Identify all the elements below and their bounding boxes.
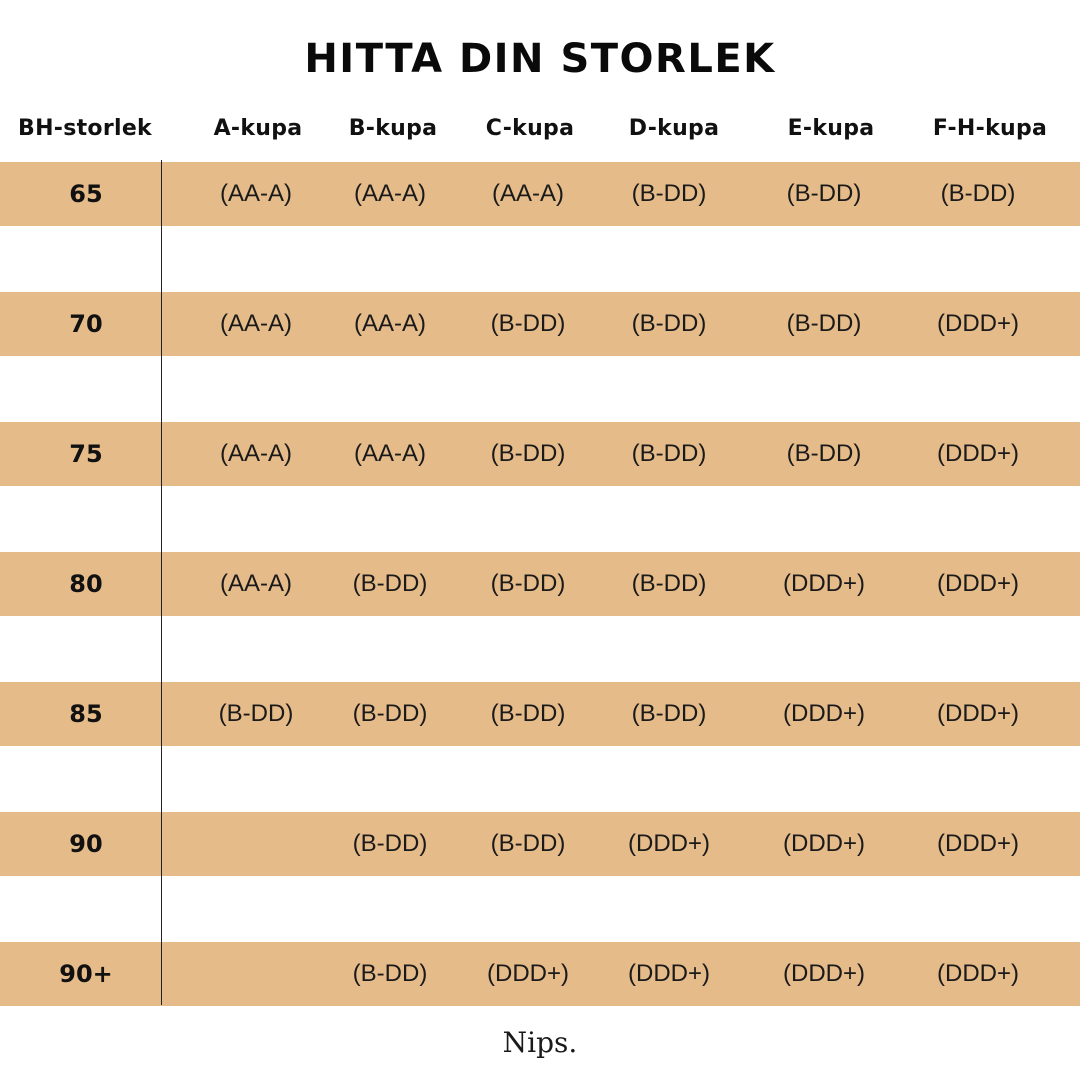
row-size-label: 70 [69,310,103,338]
table-cell: (B-DD) [786,180,862,207]
table-cell: (B-DD) [631,570,707,597]
header-col-c: C-kupa [485,116,575,141]
table-cell: (DDD+) [628,960,710,987]
header-col-d: D-kupa [628,116,720,141]
row-size-label: 75 [69,440,103,468]
table-cell: (DDD+) [628,830,710,857]
header-col-b: B-kupa [348,116,438,141]
table-cell: (DDD+) [937,310,1019,337]
table-cell: (AA-A) [220,180,292,207]
table-cell: (DDD+) [937,570,1019,597]
table-cell: (B-DD) [352,830,428,857]
table-divider [161,160,162,1005]
row-size-label: 90+ [59,960,113,988]
table-cell: (B-DD) [218,700,294,727]
table-cell: (B-DD) [940,180,1016,207]
header-col-fh: F-H-kupa [932,116,1048,141]
header-col-e: E-kupa [787,116,875,141]
table-cell: (B-DD) [631,440,707,467]
brand-logo: Nips. [502,1026,578,1059]
row-size-label: 65 [69,180,103,208]
row-size-label: 85 [69,700,103,728]
table-cell: (DDD+) [937,700,1019,727]
table-cell: (B-DD) [352,960,428,987]
table-cell: (DDD+) [937,830,1019,857]
table-cell: (B-DD) [490,310,566,337]
table-cell: (DDD+) [783,830,865,857]
table-cell: (AA-A) [354,310,426,337]
table-cell: (B-DD) [631,310,707,337]
header-row-label: BH-storlek [18,116,152,141]
table-cell: (AA-A) [220,310,292,337]
table-cell: (DDD+) [487,960,569,987]
table-cell: (B-DD) [490,440,566,467]
table-cell: (AA-A) [492,180,564,207]
table-cell: (B-DD) [490,700,566,727]
table-cell: (DDD+) [783,960,865,987]
table-cell: (B-DD) [631,180,707,207]
table-cell: (B-DD) [352,570,428,597]
table-cell: (DDD+) [937,960,1019,987]
page-title: HITTA DIN STORLEK [304,36,776,82]
table-cell: (AA-A) [354,440,426,467]
table-cell: (B-DD) [490,830,566,857]
table-cell: (B-DD) [786,310,862,337]
table-cell: (AA-A) [220,440,292,467]
table-cell: (B-DD) [786,440,862,467]
table-cell: (DDD+) [937,440,1019,467]
table-cell: (B-DD) [490,570,566,597]
row-size-label: 80 [69,570,103,598]
row-size-label: 90 [69,830,103,858]
table-cell: (DDD+) [783,700,865,727]
table-cell: (DDD+) [783,570,865,597]
table-cell: (B-DD) [352,700,428,727]
table-cell: (AA-A) [354,180,426,207]
header-col-a: A-kupa [213,116,303,141]
table-cell: (B-DD) [631,700,707,727]
table-cell: (AA-A) [220,570,292,597]
